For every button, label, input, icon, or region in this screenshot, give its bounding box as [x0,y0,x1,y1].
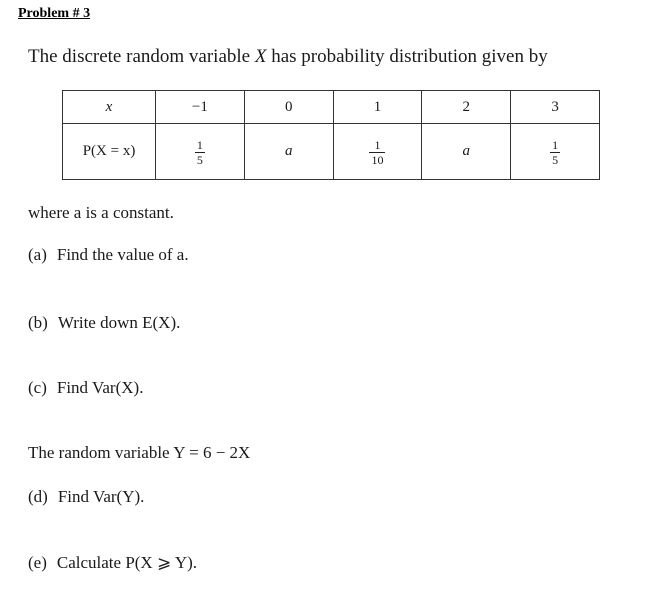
intro-text-after: has probability distribution given by [266,46,548,67]
part-text: Find Var(X). [56,378,144,397]
question-part-a [28,245,189,265]
x-value-cell: 3 [511,91,600,124]
x-value-cell: −1 [156,91,245,124]
part-label: (a) [28,245,47,264]
part-label: (b) [28,313,48,332]
fraction-denominator: 5 [552,153,559,168]
fraction [550,139,560,166]
intro-text-before: The discrete random variable [28,46,255,67]
probability-header-cell: P(X = x) [63,124,156,180]
part-text: Find Var(Y). [57,487,145,506]
part-text: Find the value of a. [56,245,189,264]
fraction-denominator: 10 [371,153,384,168]
probability-row [63,124,600,180]
constant-note: where a is a constant. [28,203,174,222]
x-row [63,91,600,124]
question-part-d [28,487,144,507]
probability-cell [333,124,422,180]
fraction [195,139,205,166]
fraction-numerator: 1 [196,138,203,153]
random-variable-y-definition: The random variable Y = 6 − 2X [28,443,251,462]
fraction-numerator: 1 [552,138,559,153]
part-text: Calculate P(X ⩾ Y). [56,553,198,572]
probability-cell [511,124,600,180]
question-part-c [28,378,143,398]
x-value-cell: 0 [244,91,333,124]
x-header-cell: x [63,91,156,124]
problem-title: Problem # 3 [18,6,91,21]
probability-cell: a [422,124,511,180]
probability-cell [156,124,245,180]
question-part-b [28,313,180,333]
fraction [369,139,385,166]
fraction-numerator: 1 [374,138,381,153]
probability-cell: a [244,124,333,180]
question-part-e [28,553,197,573]
part-text: Write down E(X). [57,313,181,332]
x-value-cell: 1 [333,91,422,124]
part-label: (d) [28,487,48,506]
part-label: (e) [28,553,47,572]
problem-intro [28,46,548,68]
probability-distribution-table [62,90,600,180]
fraction-denominator: 5 [196,153,203,168]
intro-variable: X [254,46,267,67]
part-label: (c) [28,378,47,397]
x-value-cell: 2 [422,91,511,124]
